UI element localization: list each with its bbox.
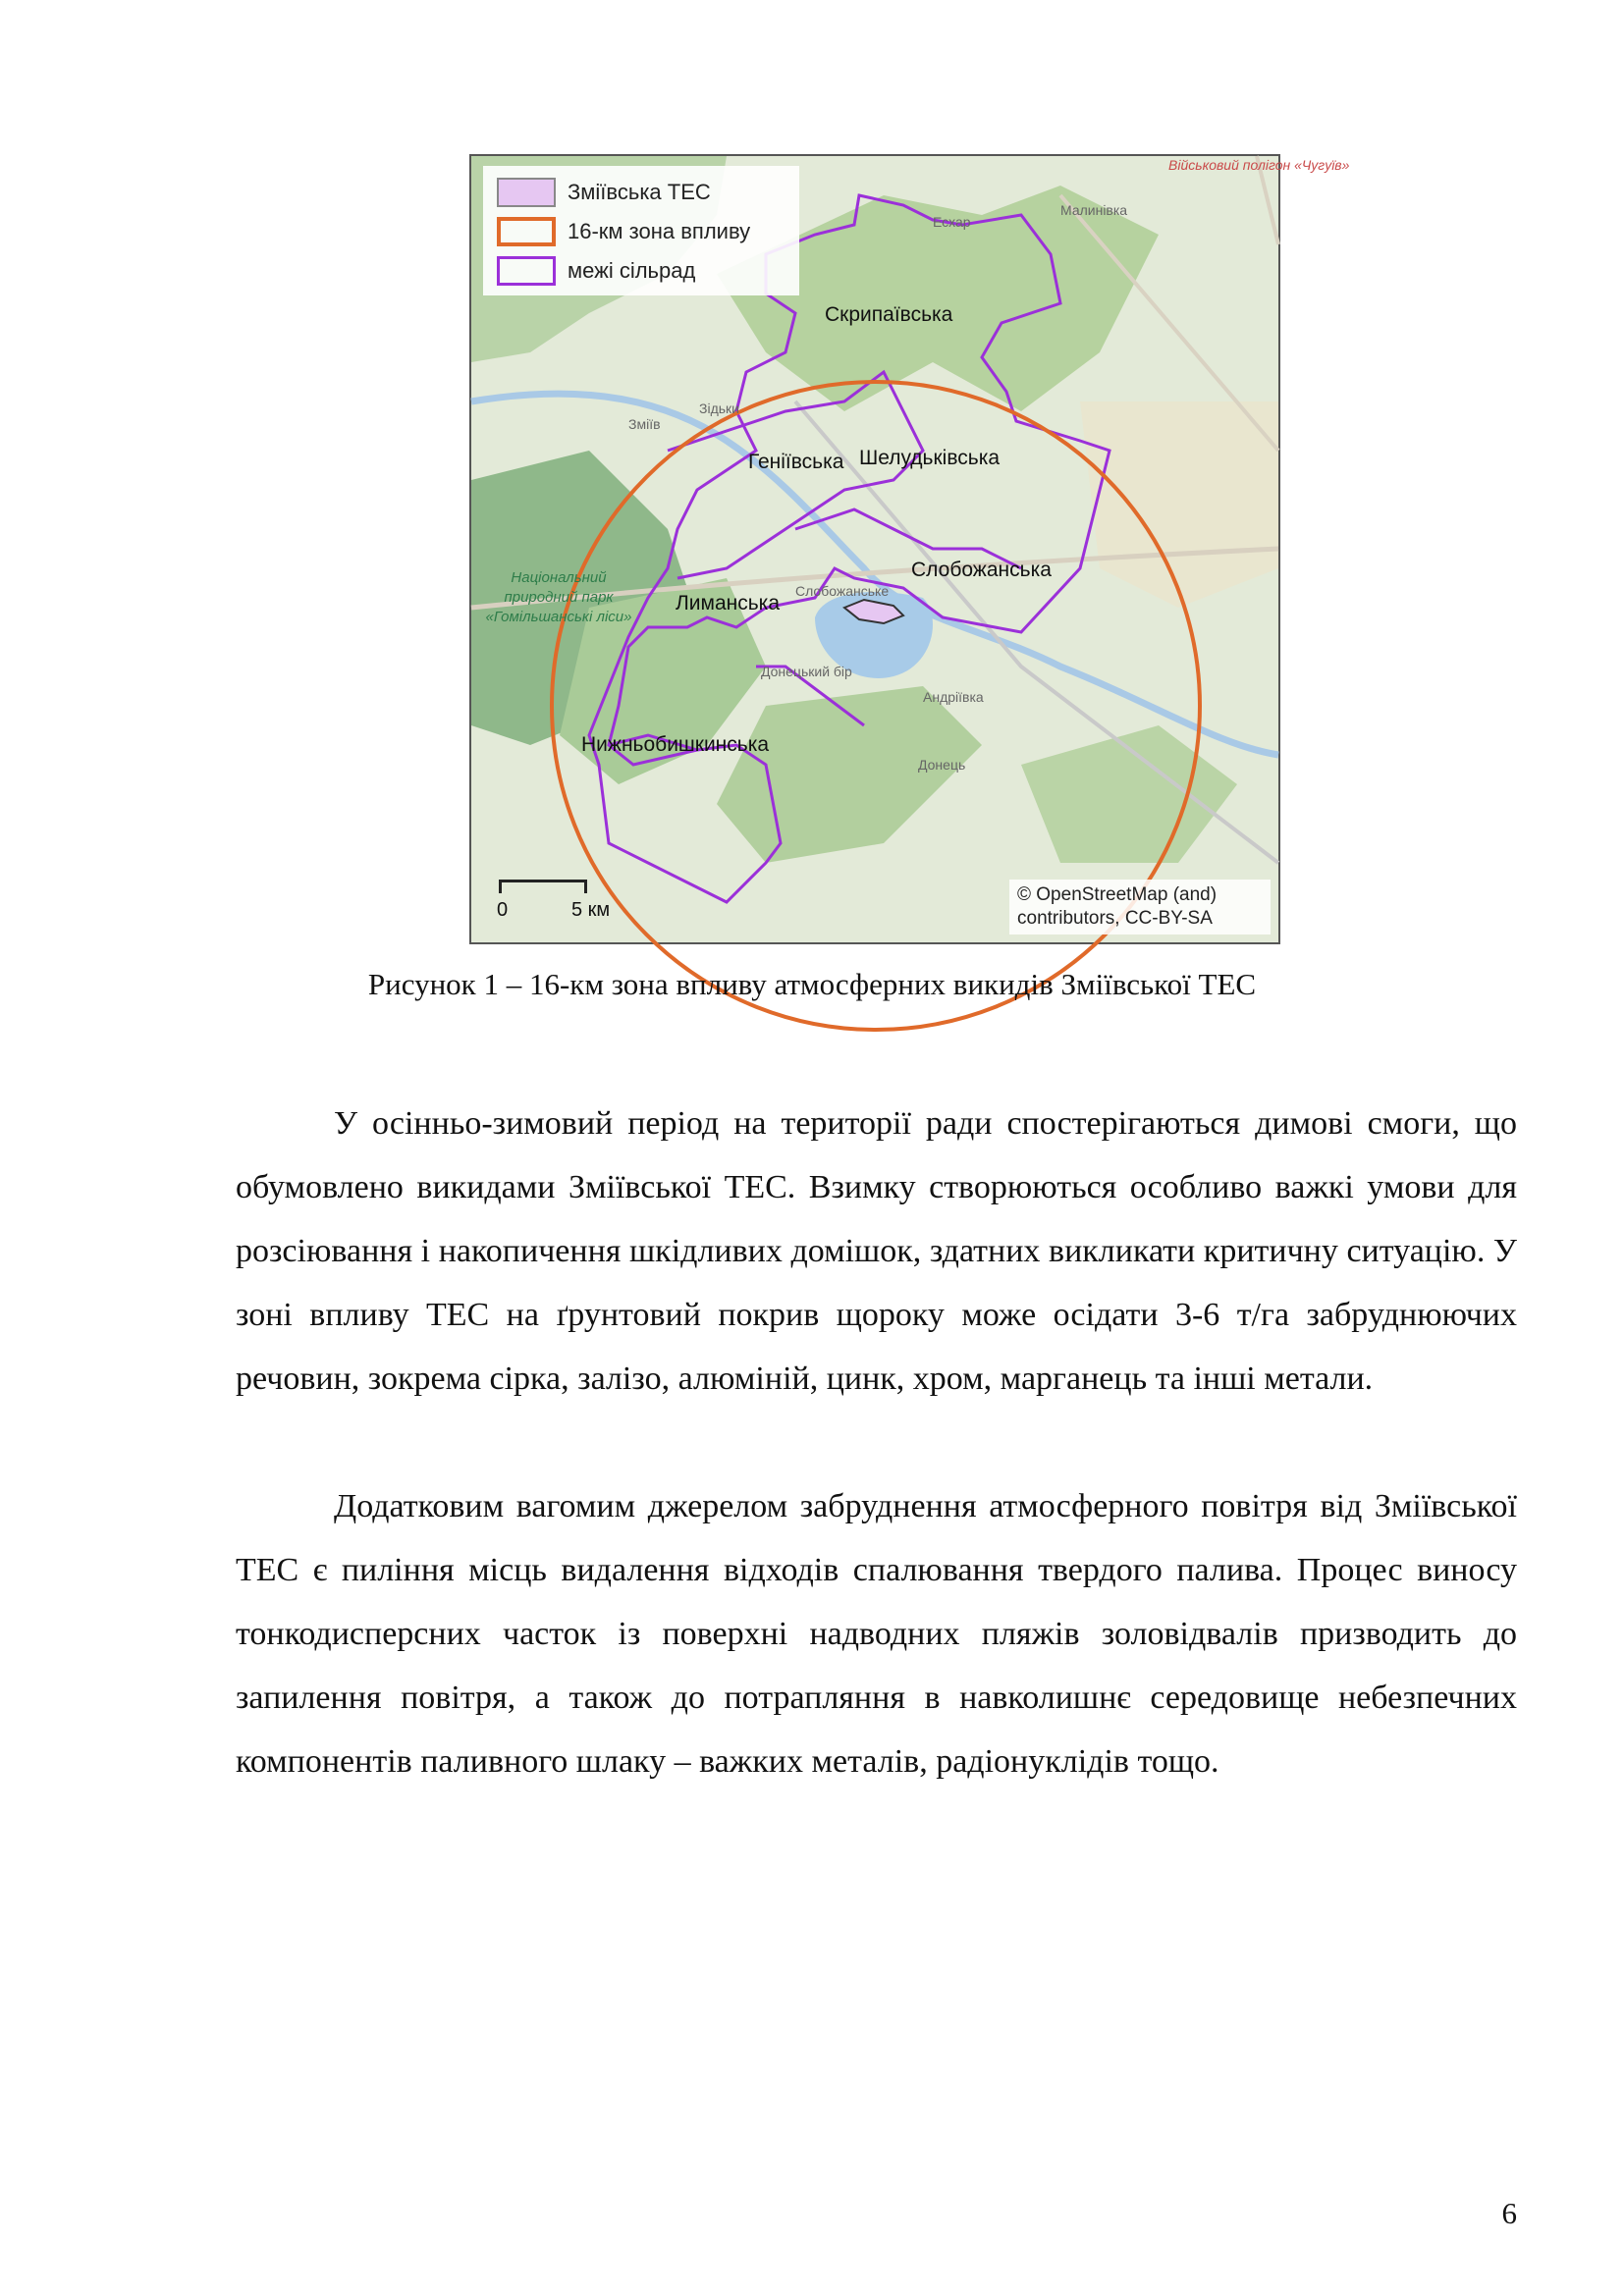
- scale-label-zero: 0: [497, 899, 509, 921]
- place-label: Андріївка: [923, 689, 984, 705]
- map-attribution: © OpenStreetMap (and) contributors, CC-BY-SA: [1009, 880, 1271, 934]
- place-label: Слобожанське: [795, 583, 890, 599]
- place-label: Малинівка: [1060, 202, 1128, 218]
- legend-swatch: [497, 178, 556, 207]
- paragraph: У осінньо-зимовий період на території ради спостерігаються димові смоги, що обумовлено викидами Зміївської ТЕС. Взимку створюються особливо важкі умови для розсіювання і накопичення шкідливих домішок, здатних викликати критичну ситуацію. У зоні впливу ТЕС на ґрунтовий покрив щороку може осідати 3-6 т/га забруднюючих речовин, зокрема сірка, залізо, алюміній, цинк, хром, марганець та інші метали.: [236, 1105, 1517, 1397]
- page-number: 6: [1501, 2196, 1517, 2230]
- scale-bar-line: [499, 880, 587, 893]
- legend-label: Зміївська ТЕС: [568, 180, 711, 204]
- scale-bar: [487, 872, 634, 931]
- place-label: Військовий полігон «Чугуїв»: [1168, 157, 1350, 173]
- legend-label: 16-км зона впливу: [568, 219, 751, 243]
- council-label: Скрипаївська: [825, 303, 953, 326]
- legend-label: межі сільрад: [568, 258, 696, 283]
- paragraph: Додатковим вагомим джерелом забруднення атмосферного повітря від Зміївської ТЕС є пиління місць видалення відходів спалювання твердого палива. Процес виносу тонкодисперсних часток із поверхні надводних пляжів золовідвалів призводить до запилення повітря, а також до потрапляння в навколишнє середовище небезпечних компонентів паливного шлаку – важких металів, радіонуклідів тощо.: [236, 1488, 1517, 1780]
- park-label: Національний природний парк «Гомільшанські ліси»: [485, 569, 632, 625]
- council-label: Геніївська: [748, 451, 844, 473]
- place-label: Донецький бір: [761, 664, 852, 679]
- figure-caption: Рисунок 1 – 16-км зона впливу атмосферних викидів Зміївської ТЕС: [367, 967, 1257, 1001]
- legend-item: [497, 254, 695, 288]
- impact-zone-map: [469, 154, 1350, 944]
- map-legend: [483, 166, 799, 295]
- council-label: Слобожанська: [911, 559, 1052, 581]
- place-label: Зідьки: [699, 400, 739, 416]
- legend-item: [497, 176, 711, 209]
- legend-swatch: [497, 217, 556, 246]
- legend-item: [497, 215, 750, 248]
- place-label: Зміїв: [628, 416, 661, 432]
- place-label: Донець: [918, 757, 966, 773]
- place-label: Есхар: [933, 214, 971, 230]
- council-label: Шелудьківська: [859, 447, 1001, 469]
- legend-swatch: [497, 256, 556, 286]
- council-label: Лиманська: [676, 592, 780, 614]
- scale-label-five: 5 км: [571, 899, 611, 921]
- council-label: Нижньобишкинська: [581, 733, 770, 756]
